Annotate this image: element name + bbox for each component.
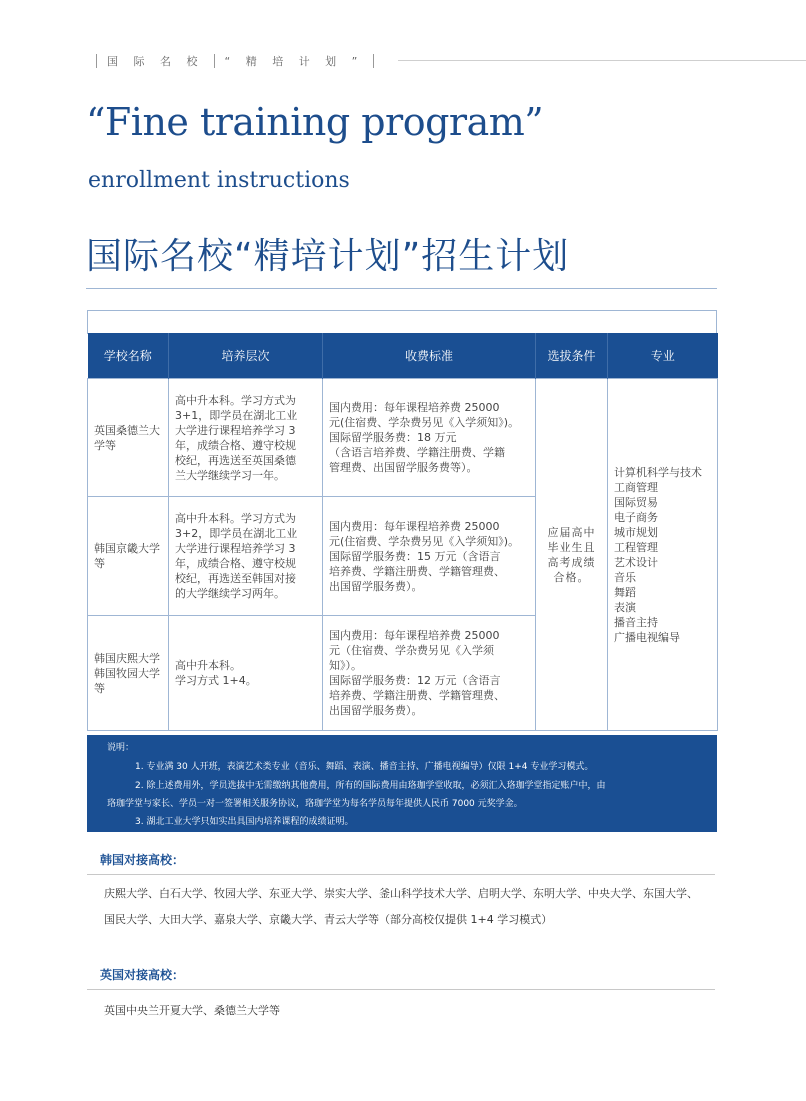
table-row [88, 379, 718, 497]
breadcrumb-divider [96, 54, 97, 68]
note-line: 1. 专业满 30 人开班，表演艺术类专业（音乐、舞蹈、表演、播音主持、广播电视编导）仅限 1+4 专业学习模式。 [135, 762, 594, 772]
level-cell: 高中升本科。学习方式为 3+1，即学员在湖北工业 大学进行课程培养学习 3 年，成绩合格、遵守校规 校纪，再选送至英国桑德 兰大学继续学习一年。 [169, 379, 323, 497]
note-line: 2. 除上述费用外，学员选拔中无需缴纳其他费用，所有的国际费用由珞珈学堂收取，必须汇入珞珈学堂指定账户中，由 [135, 781, 606, 791]
table-top-frame [87, 310, 717, 334]
condition-cell: 应届高中 毕业生且 高考成绩 合格。 [536, 379, 608, 731]
note-line: 珞珈学堂与家长、学员一对一签署相关服务协议，珞珈学堂为每名学员每年提供人民币 7000 元奖学金。 [107, 799, 523, 809]
korea-section-divider [87, 874, 715, 875]
table-header-row [88, 333, 718, 379]
enrollment-table [87, 333, 718, 731]
fee-cell: 国内费用：每年课程培养费 25000 元(住宿费、学杂费另见《入学须知》)。 国际留学服务费：18 万元 （含语言培养费、学籍注册费、学籍 管理费、出国留学服务费等）。 [323, 379, 536, 497]
uk-section-divider [87, 989, 715, 990]
uk-school-list-line: 英国中央兰开夏大学、桑德兰大学等 [104, 1004, 280, 1017]
fee-cell: 国内费用：每年课程培养费 25000 元(住宿费、学杂费另见《入学须知》)。 国际留学服务费：15 万元（含语言 培养费、学籍注册费、学籍管理费、 出国留学服务费）。 [323, 497, 536, 616]
notes-box [87, 735, 717, 832]
school-cell: 韩国庆熙大学 韩国牧园大学 等 [88, 616, 169, 731]
breadcrumb-divider [373, 54, 374, 68]
header-fee: 收费标准 [323, 333, 536, 379]
korea-section-title: 韩国对接高校： [100, 853, 185, 867]
level-cell: 高中升本科。 学习方式 1+4。 [169, 616, 323, 731]
page-subtitle-english: enrollment instructions [88, 168, 350, 193]
page-title-english: “Fine training program” [86, 100, 544, 144]
notes-label: 说明： [107, 743, 135, 753]
level-cell: 高中升本科。学习方式为 3+2，即学员在湖北工业 大学进行课程培养学习 3 年，成绩合格、遵守校规 校纪，再选送至韩国对接 的大学继续学习两年。 [169, 497, 323, 616]
korea-school-list-line: 庆熙大学、白石大学、牧园大学、东亚大学、崇实大学、釜山科学技术大学、启明大学、东明大学、中央大学、东国大学、 [104, 887, 698, 900]
title-divider [86, 288, 717, 289]
uk-section-title: 英国对接高校： [100, 968, 185, 982]
majors-cell: 计算机科学与技术 工商管理 国际贸易 电子商务 城市规划 工程管理 艺术设计 音乐 舞蹈 表演 播音主持 广播电视编导 [608, 379, 718, 731]
school-cell: 英国桑德兰大 学等 [88, 379, 169, 497]
breadcrumb-item-program: “ 精 培 计 划 ” [224, 55, 364, 68]
header-school: 学校名称 [88, 333, 169, 379]
school-cell: 韩国京畿大学 等 [88, 497, 169, 616]
header-major: 专业 [608, 333, 718, 379]
note-line: 3. 湖北工业大学只如实出具国内培养课程的成绩证明。 [135, 817, 354, 827]
header-divider [398, 60, 806, 61]
breadcrumb-divider [214, 54, 215, 68]
korea-school-list-line: 国民大学、大田大学、嘉泉大学、京畿大学、青云大学等（部分高校仅提供 1+4 学习模式） [104, 913, 553, 926]
breadcrumb [86, 53, 384, 69]
page-title-chinese: 国际名校“精培计划”招生计划 [86, 236, 570, 277]
fee-cell: 国内费用：每年课程培养费 25000 元（住宿费、学杂费另见《入学须 知》）。 国际留学服务费：12 万元（含语言 培养费、学籍注册费、学籍管理费、 出国留学服务费）。 [323, 616, 536, 731]
breadcrumb-item-schools: 国 际 名 校 [107, 55, 204, 68]
header-condition: 选拔条件 [536, 333, 608, 379]
header-level: 培养层次 [169, 333, 323, 379]
